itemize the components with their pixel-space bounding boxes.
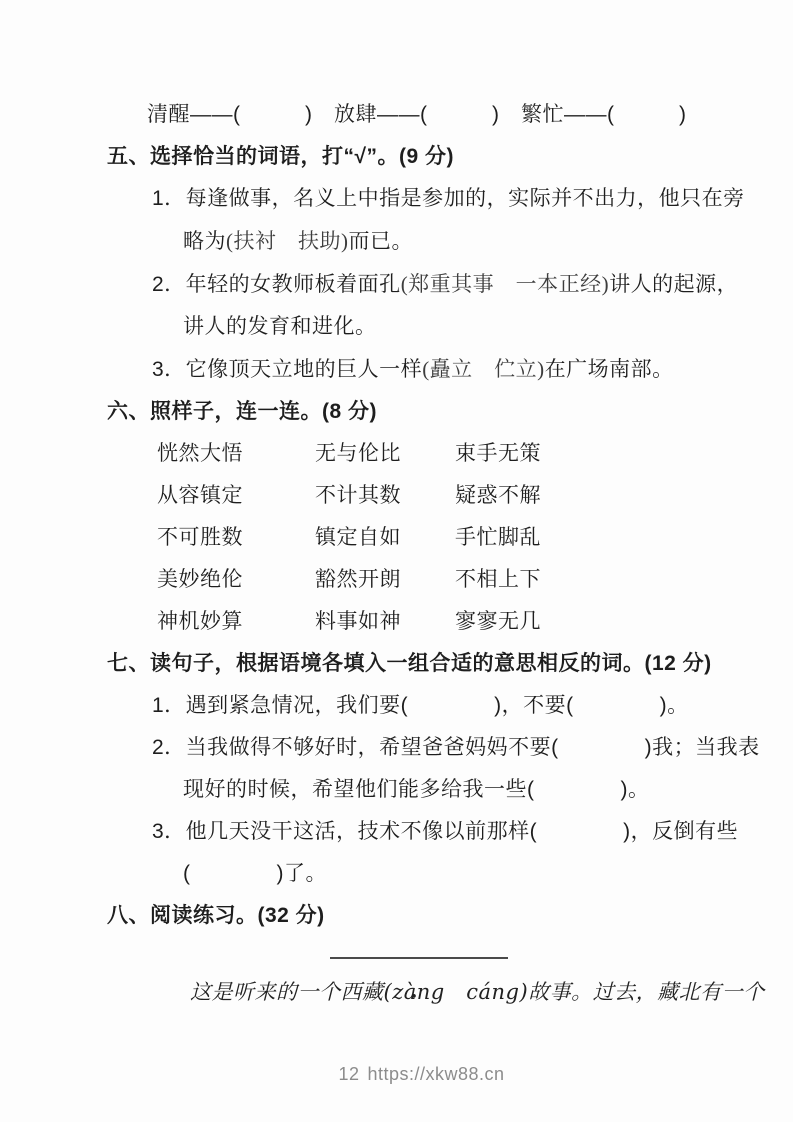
footer-url: https://xkw88.cn — [367, 1064, 505, 1084]
match-word: 无与伦比 — [315, 442, 401, 465]
section5-item1-line1: 1．每逢做事，名义上中指是参加的，实际并不出力，他只在旁 — [152, 187, 745, 210]
match-word: 疑惑不解 — [455, 484, 541, 507]
section5-item1-line2-pre: 略为 — [183, 230, 226, 253]
match-word: 不计其数 — [315, 484, 401, 507]
section5-item2-line1 — [152, 263, 793, 306]
match-word: 镇定自如 — [315, 526, 401, 549]
match-word: 豁然开朗 — [315, 568, 401, 591]
match-word: 料事如神 — [315, 610, 401, 633]
section5-item1-word-choice: (扶衬 扶助) — [226, 229, 349, 253]
match-words-row-4 — [157, 559, 793, 601]
section7-item3-line1: 3．他几天没干这活，技术不像以前那样( )，反倒有些 — [152, 820, 739, 843]
match-word: 束手无策 — [455, 442, 541, 465]
section5-item3-post: 在广场南部。 — [544, 358, 674, 381]
antonym-fill-line: 清醒——( ) 放肆——( ) 繁忙——( ) — [147, 103, 687, 126]
match-word: 不可胜数 — [157, 526, 243, 549]
passage-text-post: (zàng cáng)故事。过去，藏北有一个 — [383, 980, 765, 1004]
match-words-row-5 — [157, 601, 793, 643]
section7-item1-line1: 1．遇到紧急情况，我们要( )，不要( )。 — [152, 694, 689, 717]
match-word: 神机妙算 — [157, 610, 243, 633]
section5-item3-pre: 3．它像顶天立地的巨人一样 — [152, 358, 423, 381]
section5-item3-word-choice: (矗立 伫立) — [422, 357, 545, 381]
match-word: 恍然大悟 — [157, 442, 243, 465]
match-word: 手忙脚乱 — [455, 526, 541, 549]
section7-item2-line2: 现好的时候，希望他们能多给我一些( )。 — [183, 778, 650, 801]
section7-item2-line1: 2．当我做得不够好时，希望爸爸妈妈不要( )我；当我表 — [152, 736, 760, 759]
section8-title: 八、阅读练习。(32 分) — [107, 904, 325, 927]
section5-item3-line — [152, 348, 793, 391]
section5-title: 五、选择恰当的词语，打“√”。(9 分) — [107, 145, 455, 168]
reading-passage-first-line — [107, 971, 793, 1013]
page-footer — [0, 1064, 793, 1085]
match-words-row-1 — [157, 433, 793, 475]
section5-item1-line2 — [183, 220, 793, 263]
section7-item3-line2: ( )了。 — [183, 862, 327, 885]
match-word: 从容镇定 — [157, 484, 243, 507]
section5-item1-line2-post: 而已。 — [348, 230, 413, 253]
passage-emphasized-char: 藏 — [362, 980, 384, 1004]
match-word: 寥寥无几 — [455, 610, 541, 633]
section6-title: 六、照样子，连一连。(8 分) — [107, 400, 377, 423]
passage-title-blank-line — [330, 957, 508, 959]
match-word: 不相上下 — [455, 568, 541, 591]
section5-item2-line2: 讲人的发育和进化。 — [183, 315, 377, 338]
section7-title: 七、读句子，根据语境各填入一组合适的意思相反的词。(12 分) — [107, 652, 712, 675]
section5-item2-line1-post: 讲人的起源， — [609, 273, 739, 296]
section5-item2-line1-pre: 2．年轻的女教师板着面孔 — [152, 273, 401, 296]
match-word: 美妙绝伦 — [157, 568, 243, 591]
match-words-row-3 — [157, 517, 793, 559]
passage-text-pre: 这是听来的一个西 — [190, 980, 362, 1004]
section5-item2-word-choice: (郑重其事 一本正经) — [400, 272, 610, 296]
match-words-row-2 — [157, 475, 793, 517]
page-number: 12 — [338, 1064, 360, 1084]
